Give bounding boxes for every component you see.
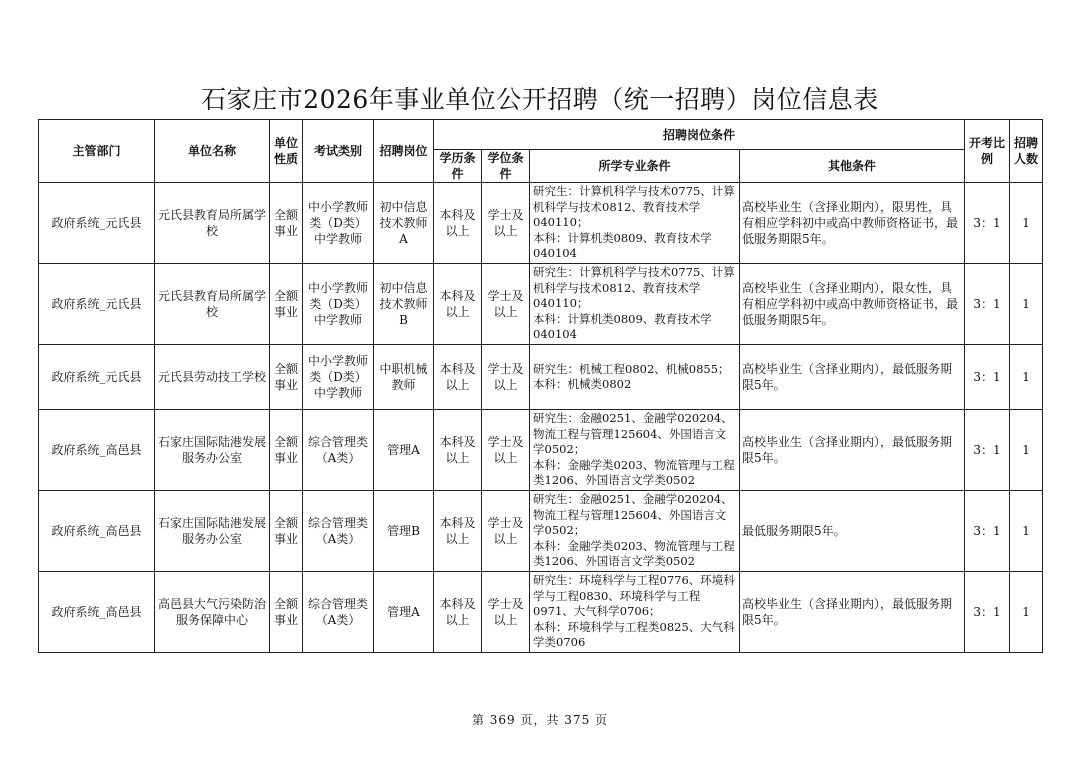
post-cell: 管理A: [374, 572, 434, 653]
edu-cell: 本科及以上: [434, 491, 482, 572]
count-cell: 1: [1010, 410, 1043, 491]
major-cell: 研究生：金融0251、金融学020204、物流工程与管理125604、外国语言文学0502； 本科：金融学类0203、物流管理与工程类1206、外国语言文学类0502: [530, 410, 740, 491]
exam-cell: 中小学教师类（D类）中学教师: [303, 183, 374, 264]
unit-cell: 石家庄国际陆港发展服务办公室: [155, 410, 270, 491]
nature-cell: 全额事业: [270, 410, 303, 491]
header-major: 所学专业条件: [530, 150, 740, 183]
post-cell: 管理B: [374, 491, 434, 572]
nature-cell: 全额事业: [270, 572, 303, 653]
count-cell: 1: [1010, 345, 1043, 410]
header-ratio: 开考比例: [965, 120, 1010, 183]
edu-cell: 本科及以上: [434, 345, 482, 410]
edu-cell: 本科及以上: [434, 572, 482, 653]
degree-cell: 学士及以上: [482, 572, 530, 653]
ratio-cell: 3：1: [965, 410, 1010, 491]
other-cell: 高校毕业生（含择业期内），最低服务期限5年。: [740, 410, 965, 491]
other-cell: 最低服务期限5年。: [740, 491, 965, 572]
nature-cell: 全额事业: [270, 345, 303, 410]
major-cell: 研究生：机械工程0802、机械0855； 本科：机械类0802: [530, 345, 740, 410]
header-conditions: 招聘岗位条件: [434, 120, 965, 150]
exam-cell: 中小学教师类（D类）中学教师: [303, 264, 374, 345]
post-cell: 管理A: [374, 410, 434, 491]
header-exam: 考试类别: [303, 120, 374, 183]
nature-cell: 全额事业: [270, 183, 303, 264]
table-row: [39, 572, 1043, 653]
edu-cell: 本科及以上: [434, 183, 482, 264]
ratio-cell: 3：1: [965, 264, 1010, 345]
unit-cell: 石家庄国际陆港发展服务办公室: [155, 491, 270, 572]
dept-cell: 政府系统_高邑县: [39, 491, 155, 572]
other-cell: 高校毕业生（含择业期内），限女性，具有相应学科初中或高中教师资格证书，最低服务期限5年。: [740, 264, 965, 345]
dept-cell: 政府系统_高邑县: [39, 572, 155, 653]
other-cell: 高校毕业生（含择业期内），最低服务期限5年。: [740, 572, 965, 653]
dept-cell: 政府系统_元氏县: [39, 183, 155, 264]
degree-cell: 学士及以上: [482, 491, 530, 572]
post-cell: 初中信息技术教师B: [374, 264, 434, 345]
other-cell: 高校毕业生（含择业期内），限男性，具有相应学科初中或高中教师资格证书，最低服务期限5年。: [740, 183, 965, 264]
nature-cell: 全额事业: [270, 491, 303, 572]
ratio-cell: 3：1: [965, 491, 1010, 572]
header-row: [39, 120, 1043, 150]
dept-cell: 政府系统_元氏县: [39, 345, 155, 410]
header-other: 其他条件: [740, 150, 965, 183]
unit-cell: 高邑县大气污染防治服务保障中心: [155, 572, 270, 653]
header-degree: 学位条件: [482, 150, 530, 183]
table-row: [39, 264, 1043, 345]
page-number-footer: 第 369 页，共 375 页: [471, 713, 609, 727]
header-dept: 主管部门: [39, 120, 155, 183]
header-edu: 学历条件: [434, 150, 482, 183]
major-cell: 研究生：环境科学与工程0776、环境科学与工程0830、环境科学与工程0971、大气科学0706； 本科：环境科学与工程类0825、大气科学类0706: [530, 572, 740, 653]
exam-cell: 综合管理类（A类）: [303, 410, 374, 491]
unit-cell: 元氏县教育局所属学校: [155, 183, 270, 264]
edu-cell: 本科及以上: [434, 264, 482, 345]
table-row: [39, 491, 1043, 572]
count-cell: 1: [1010, 264, 1043, 345]
ratio-cell: 3：1: [965, 572, 1010, 653]
dept-cell: 政府系统_元氏县: [39, 264, 155, 345]
other-cell: 高校毕业生（含择业期内），最低服务期限5年。: [740, 345, 965, 410]
ratio-cell: 3：1: [965, 183, 1010, 264]
header-post: 招聘岗位: [374, 120, 434, 183]
degree-cell: 学士及以上: [482, 410, 530, 491]
degree-cell: 学士及以上: [482, 264, 530, 345]
degree-cell: 学士及以上: [482, 183, 530, 264]
header-unit: 单位名称: [155, 120, 270, 183]
count-cell: 1: [1010, 491, 1043, 572]
major-cell: 研究生：计算机科学与技术0775、计算机科学与技术0812、教育技术学040110； 本科：计算机类0809、教育技术学040104: [530, 264, 740, 345]
header-nature: 单位性质: [270, 120, 303, 183]
exam-cell: 中小学教师类（D类）中学教师: [303, 345, 374, 410]
major-cell: 研究生：计算机科学与技术0775、计算机科学与技术0812、教育技术学040110； 本科：计算机类0809、教育技术学040104: [530, 183, 740, 264]
count-cell: 1: [1010, 183, 1043, 264]
nature-cell: 全额事业: [270, 264, 303, 345]
post-cell: 中职机械教师: [374, 345, 434, 410]
count-cell: 1: [1010, 572, 1043, 653]
unit-cell: 元氏县劳动技工学校: [155, 345, 270, 410]
exam-cell: 综合管理类（A类）: [303, 572, 374, 653]
table-row: [39, 183, 1043, 264]
unit-cell: 元氏县教育局所属学校: [155, 264, 270, 345]
table-row: [39, 345, 1043, 410]
page-title: 石家庄市2026年事业单位公开招聘（统一招聘）岗位信息表: [201, 85, 879, 114]
degree-cell: 学士及以上: [482, 345, 530, 410]
edu-cell: 本科及以上: [434, 410, 482, 491]
dept-cell: 政府系统_高邑县: [39, 410, 155, 491]
job-info-table: [38, 119, 1043, 653]
ratio-cell: 3：1: [965, 345, 1010, 410]
exam-cell: 综合管理类（A类）: [303, 491, 374, 572]
major-cell: 研究生：金融0251、金融学020204、物流工程与管理125604、外国语言文学0502； 本科：金融学类0203、物流管理与工程类1206、外国语言文学类0502: [530, 491, 740, 572]
header-count: 招聘人数: [1010, 120, 1043, 183]
table-row: [39, 410, 1043, 491]
post-cell: 初中信息技术教师A: [374, 183, 434, 264]
